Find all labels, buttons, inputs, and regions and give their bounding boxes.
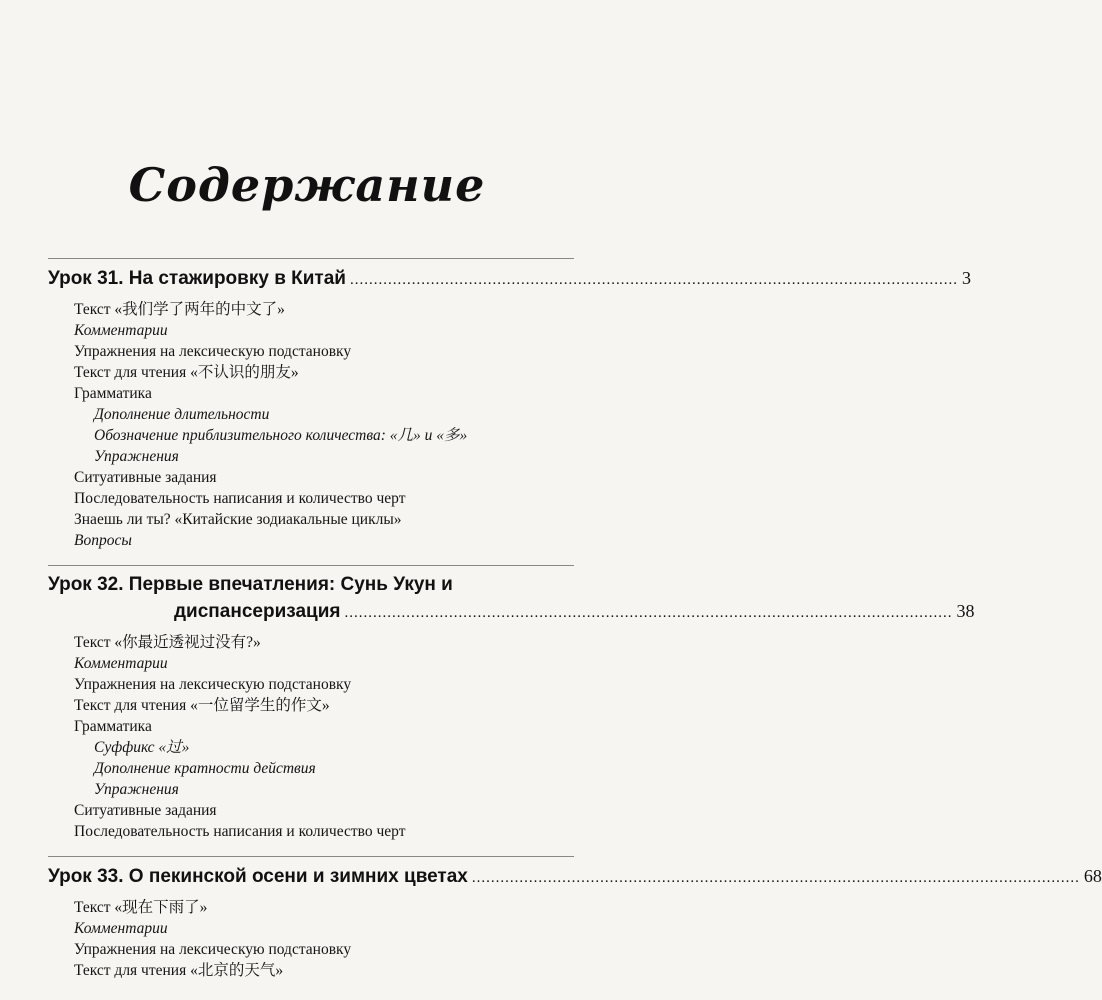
toc-entry: Комментарии <box>74 322 168 339</box>
toc-entry: Грамматика <box>74 718 152 735</box>
lesson-33 <box>48 856 1102 981</box>
lesson-31-title: Урок 31. На стажировку в Китай <box>48 268 346 289</box>
toc-subentry: Упражнения <box>94 448 179 465</box>
toc-subentry: Упражнения <box>94 781 179 798</box>
toc-entry: Текст для чтения «不认识的朋友» <box>74 364 299 381</box>
lesson-31-page: 3 <box>961 268 971 288</box>
toc-entry: Текст «你最近透视过没有?» <box>74 634 261 651</box>
toc-subentry: Суффикс «过» <box>94 739 190 756</box>
toc-subentry: Дополнение кратности действия <box>94 760 316 777</box>
toc-entry: Знаешь ли ты? «Китайские зодиакальные циклы» <box>74 511 402 528</box>
lesson-32 <box>48 565 975 842</box>
lesson-33-page: 68 <box>1083 866 1102 886</box>
lesson-33-title: Урок 33. О пекинской осени и зимних цветах <box>48 866 468 887</box>
page-title: Содержание <box>128 158 486 212</box>
toc-entry: Упражнения на лексическую подстановку <box>74 941 352 958</box>
leader-dots: ................................................................................................................................ <box>471 870 1080 886</box>
toc-entry: Текст для чтения «一位留学生的作文» <box>74 697 330 714</box>
lesson-32-page: 38 <box>956 601 975 621</box>
separator-line <box>48 258 574 259</box>
lesson-31-entries <box>48 299 574 551</box>
toc-entry: Грамматика <box>74 385 152 402</box>
toc-subentry: Обозначение приблизительного количества: «几» и «多» <box>94 427 468 444</box>
separator-line <box>48 565 574 566</box>
lesson-32-heading <box>48 572 975 626</box>
toc-entry: Текст для чтения «北京的天气» <box>74 962 284 979</box>
lesson-32-title-line2: диспансеризация <box>174 601 341 622</box>
toc-entry: Упражнения на лексическую подстановку <box>74 676 352 693</box>
lesson-31 <box>48 258 971 551</box>
toc-entry: Текст «我们学了两年的中文了» <box>74 301 285 318</box>
toc-entry: Последовательность написания и количество черт <box>74 490 406 507</box>
toc-entry: Комментарии <box>74 920 168 937</box>
toc-entry: Ситуативные задания <box>74 802 217 819</box>
toc-entry: Текст «现在下雨了» <box>74 899 208 916</box>
lesson-32-title-line1: Урок 32. Первые впечатления: Сунь Укун и <box>48 574 453 595</box>
toc-entry: Ситуативные задания <box>74 469 217 486</box>
toc-subentry: Дополнение длительности <box>94 406 270 423</box>
separator-line <box>48 856 574 857</box>
leader-dots: ................................................................................................................................ <box>344 605 953 621</box>
toc-entry: Комментарии <box>74 655 168 672</box>
lesson-33-heading <box>48 863 1102 891</box>
toc-entry: Последовательность написания и количество черт <box>74 823 406 840</box>
lesson-31-heading <box>48 265 971 293</box>
lesson-32-entries <box>48 632 574 842</box>
lesson-33-entries <box>48 897 574 981</box>
leader-dots: ................................................................................................................................ <box>349 272 958 288</box>
toc-entry: Вопросы <box>74 532 132 549</box>
toc-entry: Упражнения на лексическую подстановку <box>74 343 352 360</box>
table-of-contents <box>48 258 1102 995</box>
